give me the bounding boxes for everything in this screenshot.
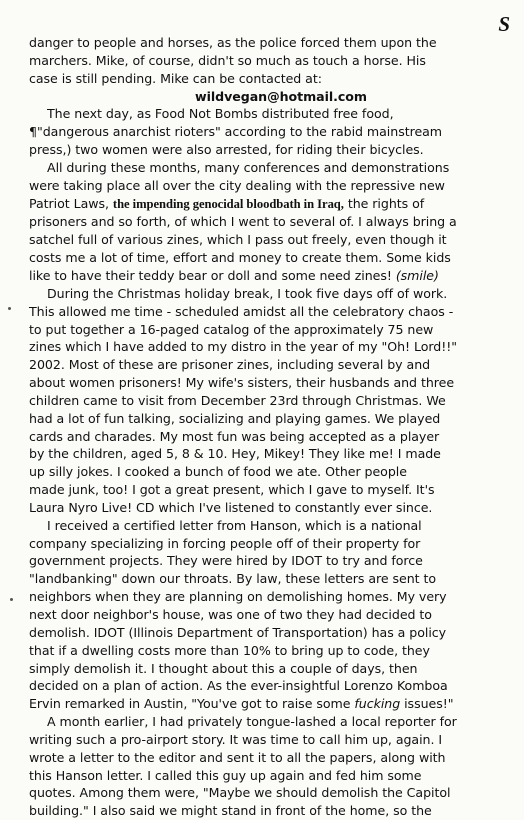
text-line: This allowed me time - scheduled amidst all the celebratory chaos - (29, 303, 454, 319)
text-line: zines which I have added to my distro in the year of my "Oh! Lord!!" (29, 339, 457, 355)
text-line: costs me a lot of time, effort and money to create them. Some kids (29, 250, 451, 266)
text-line: press,) two women were also arrested, for riding their bicycles. (29, 142, 424, 158)
text-line: about women prisoners! My wife's sisters, their husbands and three (29, 375, 455, 391)
text-line: decided on a plan of action. As the ever-insightful Lorenzo Komboa (29, 678, 448, 694)
scan-speck (8, 307, 11, 310)
text-line: had a lot of fun talking, socializing and playing games. We played (29, 410, 441, 426)
text-line: case is still pending. Mike can be contacted at: (29, 70, 322, 86)
text-line: 2002. Most of these are prisoner zines, including several by and (29, 357, 431, 373)
text-line: simply demolish it. I thought about this a couple of days, then (29, 660, 418, 676)
text-line: writing such a pro-airport story. It was time to call him up, again. I (29, 731, 443, 747)
text-line: The next day, as Food Not Bombs distributed free food, (47, 106, 394, 122)
text-line: marchers. Mike, of course, didn't so much as touch a horse. His (29, 52, 426, 68)
text-line (29, 195, 503, 214)
text-line: cards and charades. My most fun was being accepted as a player (29, 428, 440, 444)
text-line: neighbors when they are planning on demolishing homes. My very (29, 589, 447, 605)
text-line: that if a dwelling costs more than 10% to bring up to code, they (29, 642, 430, 658)
text-line: by the children, aged 5, 8 & 10. Hey, Mikey! They like me! I made (29, 446, 441, 462)
text-run: like to have their teddy bear or doll and some need zines! (29, 267, 396, 283)
text-run: Patriot Laws, (29, 195, 113, 211)
text-run: issues!" (400, 696, 454, 712)
text-line: satchel full of various zines, which I pass out freely, even though it (29, 232, 447, 248)
text-line: prisoners and so forth, of which I went to several of. I always bring a (29, 214, 457, 230)
text-line: danger to people and horses, as the police forced them upon the (29, 35, 437, 50)
text-line: wrote a letter to the editor and sent it to all the papers, along with (29, 749, 446, 765)
page-letter: S (498, 12, 510, 36)
emphasis-text: the impending genocidal bloodbath in Iraq, (112, 196, 344, 211)
text-line: All during these months, many conferences and demonstrations (47, 159, 450, 175)
text-line (29, 695, 503, 713)
text-line: children came to visit from December 23rd through Christmas. We (29, 392, 446, 408)
text-run: Ervin remarked in Austin, "You've got to raise some (29, 696, 355, 712)
text-line: next door neighbor's house, was one of two they had decided to (29, 607, 432, 622)
text-line: building." I also said we might stand in front of the home, so the (29, 803, 432, 819)
emphasis-text: fucking (354, 696, 401, 712)
text-line: A month earlier, I had privately tongue-lashed a local reporter for (47, 714, 457, 730)
text-line: this Hanson letter. I called this guy up again and fed him some (29, 767, 422, 783)
emphasis-text: (smile) (395, 267, 439, 283)
email-address: wildvegan@hotmail.com (195, 88, 367, 104)
text-line (29, 267, 503, 285)
text-line: During the Christmas holiday break, I took five days off of work. (47, 285, 448, 301)
document-body (29, 34, 503, 820)
text-line: Laura Nyro Live! CD which I've listened to constantly ever since. (29, 499, 433, 515)
text-line: were taking place all over the city dealing with the repressive new (29, 177, 445, 193)
text-line: "landbanking" down our throats. By law, these letters are sent to (29, 571, 437, 587)
scan-speck (10, 598, 13, 601)
text-run: the rights of (343, 195, 425, 211)
text-line: made junk, too! I got a great present, which I gave to myself. It's (29, 482, 435, 498)
text-line: company specializing in forcing people off of their property for (29, 535, 421, 551)
text-line: demolish. IDOT (Illinois Department of Transportation) has a policy (29, 624, 447, 640)
text-line: to put together a 16-paged catalog of the approximately 75 new (29, 321, 434, 337)
text-line: I received a certified letter from Hanson, which is a national (47, 517, 422, 533)
text-line: quotes. Among them were, "Maybe we should demolish the Capitol (29, 785, 451, 801)
text-line: ¶"dangerous anarchist rioters" according to the rabid mainstream (29, 124, 443, 140)
text-line: government projects. They were hired by IDOT to try and force (29, 553, 423, 569)
text-line: up silly jokes. I cooked a bunch of food we ate. Other people (29, 464, 407, 480)
